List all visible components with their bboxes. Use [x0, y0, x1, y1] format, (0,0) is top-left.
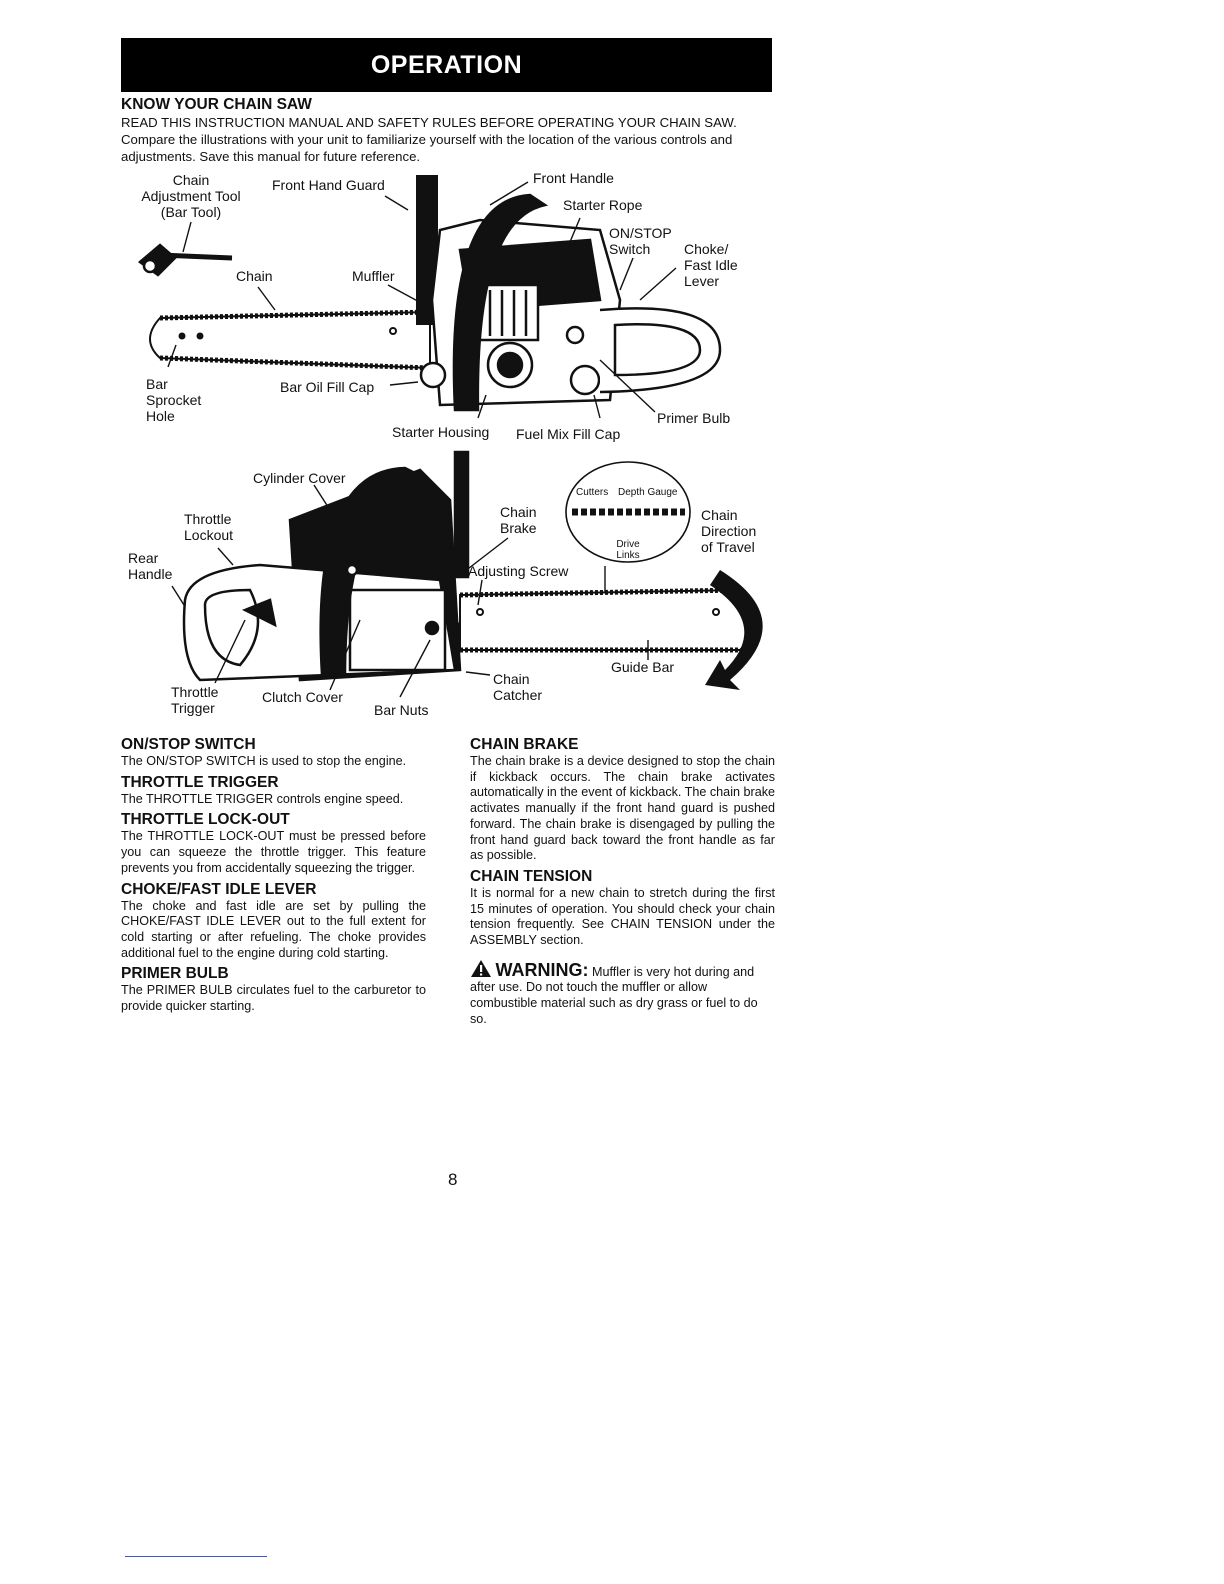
label-bar-nuts: Bar Nuts: [374, 702, 429, 718]
label-line: Lockout: [184, 527, 234, 543]
label-line: Links: [616, 550, 640, 561]
label-line: Chain: [701, 507, 738, 523]
warning-text: [470, 959, 775, 1028]
label-line: Direction: [701, 523, 757, 539]
label-drive-links: [606, 539, 650, 561]
label-cutters: Cutters: [576, 487, 609, 498]
label-line: Lever: [684, 273, 720, 289]
right-column: [470, 734, 775, 1032]
label-line: Chain: [493, 671, 530, 687]
section-banner: OPERATION: [121, 38, 772, 92]
section-title: PRIMER BULB: [121, 965, 229, 983]
section-title: CHOKE/FAST IDLE LEVER: [121, 880, 317, 898]
label-line: Brake: [500, 520, 537, 536]
intro-body: READ THIS INSTRUCTION MANUAL AND SAFETY RULES BEFORE OPERATING YOUR CHAIN SAW. Compare the illustrations with your unit to familiarize yourself with the location of the various controls and adjustments. Save this manual for future reference.: [121, 115, 737, 164]
label-line: Chain: [172, 172, 210, 188]
label-chain: Chain: [236, 268, 273, 284]
label-bar-oil-fill-cap: Bar Oil Fill Cap: [280, 379, 375, 395]
label-primer-bulb: Primer Bulb: [657, 410, 731, 426]
section-body: The ON/STOP SWITCH is used to stop the engine.: [121, 754, 407, 768]
label-chain-catcher: [493, 671, 542, 703]
warning-triangle-icon: [470, 959, 492, 978]
warning-body: Muffler is very hot during and after use. Do not touch the muffler or allow combustible material such as dry grass or fuel to do so.: [470, 964, 758, 1026]
label-chain-brake: [500, 504, 537, 536]
label-line: Choke/: [684, 241, 729, 257]
label-line: (Bar Tool): [160, 204, 222, 220]
label-line: ON/STOP: [609, 225, 672, 241]
section-title: CHAIN BRAKE: [470, 736, 579, 753]
section-body: The choke and fast idle are set by pulling the CHOKE/FAST IDLE LEVER out to the full extent for cold starting or after refueling. The choke provides additional fuel to the engine during cold starting.: [121, 898, 426, 960]
label-depth-gauge: Depth Gauge: [618, 487, 678, 498]
section-body: The PRIMER BULB circulates fuel to the carburetor to provide quicker starting.: [121, 983, 426, 1014]
label-line: Switch: [609, 241, 651, 257]
label-rear-handle: [128, 550, 172, 582]
intro-heading: KNOW YOUR CHAIN SAW: [121, 96, 312, 113]
label-line: Bar: [146, 376, 168, 392]
label-line: Throttle: [184, 511, 232, 527]
section-title: CHAIN TENSION: [470, 867, 593, 885]
label-line: Hole: [146, 408, 175, 424]
saw-body-bottom: [184, 452, 468, 680]
label-starter-rope: Starter Rope: [563, 197, 643, 213]
label-clutch-cover: Clutch Cover: [262, 689, 343, 705]
label-adjusting-screw: Adjusting Screw: [468, 563, 569, 579]
label-line: Handle: [128, 566, 173, 582]
label-line: of Travel: [701, 539, 755, 555]
label-throttle-trigger: [171, 684, 218, 716]
label-front-handle: Front Handle: [533, 170, 614, 186]
section-body: The THROTTLE LOCK-OUT must be pressed before you can squeeze the throttle trigger. This feature prevents you from accidentally squeezing the trigger.: [121, 829, 426, 875]
label-line: Fast Idle: [684, 257, 738, 273]
section-body: The chain brake is a device designed to stop the chain if kickback occurs. The chain brake activates automatically in the event of kickback. The chain brake activates manually if the front hand guard is pushed forward. The chain brake is disengaged by pulling the front hand guard back toward the front handle as far as possible.: [470, 754, 775, 863]
section-title: THROTTLE TRIGGER: [121, 773, 279, 791]
label-line: Trigger: [171, 700, 215, 716]
chainsaw-bottom-illustration: [0, 0, 1224, 740]
label-line: Drive: [616, 539, 640, 550]
label-line: Chain: [500, 504, 537, 520]
label-line: Adjustment Tool: [141, 188, 241, 204]
label-line: Sprocket: [146, 392, 202, 408]
guide-bar-bottom: [460, 590, 755, 650]
section-title: THROTTLE LOCK-OUT: [121, 811, 290, 829]
label-muffler: Muffler: [352, 268, 395, 284]
page-number: 8: [448, 1170, 458, 1189]
warning-block: [470, 959, 775, 1028]
label-chain-direction: [701, 507, 756, 555]
section-body: It is normal for a new chain to stretch during the first 15 minutes of operation. You should check your chain tension frequently. See CHAIN TENSION under the ASSEMBLY section.: [470, 885, 775, 948]
label-line: Catcher: [493, 687, 543, 703]
label-throttle-lockout: [184, 511, 233, 543]
warning-title: WARNING:: [495, 959, 589, 980]
label-line: Rear: [128, 550, 159, 566]
section-body: The THROTTLE TRIGGER controls engine speed.: [121, 791, 404, 806]
label-starter-housing: Starter Housing: [392, 424, 490, 440]
label-line: Throttle: [171, 684, 219, 700]
label-front-hand-guard: Front Hand Guard: [272, 177, 385, 193]
section-title: ON/STOP SWITCH: [121, 736, 256, 753]
label-cylinder-cover: Cylinder Cover: [253, 470, 346, 486]
footer-rule: [125, 1556, 267, 1557]
label-fuel-mix-fill-cap: Fuel Mix Fill Cap: [516, 426, 621, 442]
left-column: [121, 734, 426, 1019]
label-guide-bar: Guide Bar: [611, 659, 675, 675]
